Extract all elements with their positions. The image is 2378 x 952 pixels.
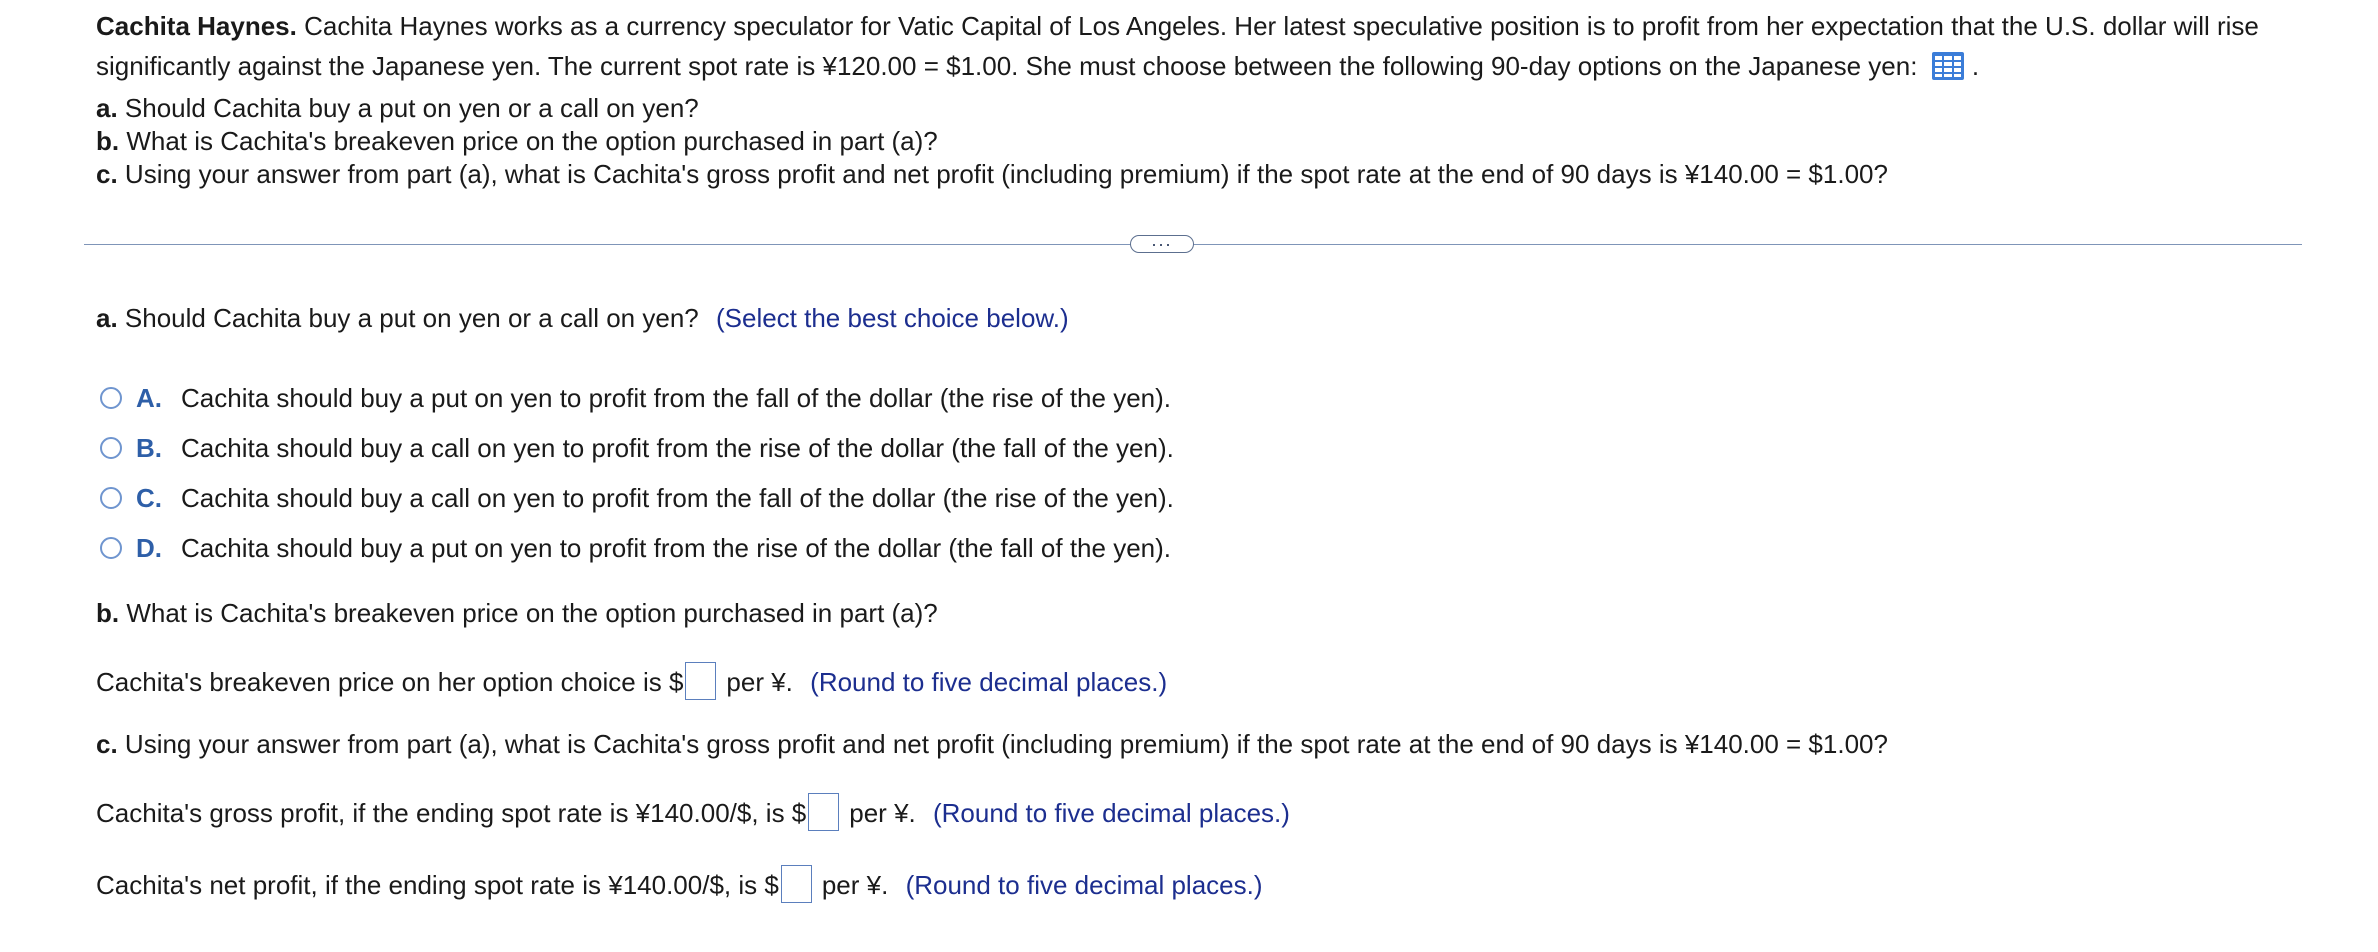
question-c-text: Using your answer from part (a), what is Cachita's gross profit and net profit (including premium) if the spot rate at the end of 90 days is ¥140.00 = $1.00?	[124, 729, 1888, 759]
breakeven-answer-line	[96, 662, 1167, 700]
breakeven-hint: (Round to five decimal places.)	[810, 667, 1168, 697]
problem-title: Cachita Haynes.	[96, 11, 297, 41]
table-grid-icon[interactable]	[1931, 51, 1965, 81]
intro-period: .	[1971, 51, 1980, 81]
breakeven-input[interactable]	[685, 662, 716, 700]
question-b-text: What is Cachita's breakeven price on the option purchased in part (a)?	[126, 598, 938, 628]
net-profit-suffix: per ¥.	[821, 870, 889, 900]
choice-c[interactable]	[100, 481, 1174, 515]
net-profit-prefix: Cachita's net profit, if the ending spot rate is ¥140.00/$, is $	[96, 870, 779, 900]
radio-button-a[interactable]	[100, 387, 122, 409]
part-a-letter: a.	[96, 93, 118, 123]
question-a-letter: a.	[96, 303, 118, 333]
breakeven-prefix: Cachita's breakeven price on her option choice is $	[96, 667, 684, 697]
choice-a[interactable]	[100, 381, 1171, 415]
question-a	[96, 303, 1069, 334]
part-b-letter: b.	[96, 126, 120, 156]
radio-button-c[interactable]	[100, 487, 122, 509]
choice-b[interactable]	[100, 431, 1174, 465]
radio-button-d[interactable]	[100, 537, 122, 559]
question-c-letter: c.	[96, 729, 118, 759]
net-profit-line	[96, 865, 1263, 903]
gross-profit-suffix: per ¥.	[849, 798, 916, 828]
question-c	[96, 729, 1888, 760]
choice-a-text: Cachita should buy a put on yen to profit from the fall of the dollar (the rise of the yen).	[181, 382, 1171, 413]
choice-d-text: Cachita should buy a put on yen to profit from the rise of the dollar (the fall of the yen).	[181, 532, 1171, 563]
net-profit-hint: (Round to five decimal places.)	[905, 870, 1263, 900]
choice-b-letter: B.	[136, 432, 162, 463]
part-a	[96, 92, 1888, 125]
question-a-text: Should Cachita buy a put on yen or a call on yen?	[124, 303, 699, 333]
question-a-hint: (Select the best choice below.)	[715, 303, 1069, 333]
part-a-text: Should Cachita buy a put on yen or a call on yen?	[124, 93, 699, 123]
choice-c-letter: C.	[136, 482, 162, 513]
net-profit-input[interactable]	[781, 865, 812, 903]
part-b	[96, 125, 1888, 158]
choice-d-letter: D.	[136, 532, 162, 563]
parts-list	[96, 92, 1888, 191]
gross-profit-line	[96, 793, 1290, 831]
part-b-text: What is Cachita's breakeven price on the option purchased in part (a)?	[126, 126, 938, 156]
question-b	[96, 598, 938, 629]
choice-a-letter: A.	[136, 382, 162, 413]
radio-button-b[interactable]	[100, 437, 122, 459]
gross-profit-input[interactable]	[808, 793, 839, 831]
choice-b-text: Cachita should buy a call on yen to profit from the rise of the dollar (the fall of the yen).	[181, 432, 1174, 463]
question-b-letter: b.	[96, 598, 120, 628]
part-c	[96, 158, 1888, 191]
part-c-text: Using your answer from part (a), what is Cachita's gross profit and net profit (including premium) if the spot rate at the end of 90 days is ¥140.00 = $1.00?	[124, 159, 1888, 189]
choice-d[interactable]	[100, 531, 1171, 565]
gross-profit-prefix: Cachita's gross profit, if the ending spot rate is ¥140.00/$, is $	[96, 798, 807, 828]
choice-c-text: Cachita should buy a call on yen to profit from the fall of the dollar (the rise of the yen).	[181, 482, 1174, 513]
ellipsis-icon[interactable]: ...	[1130, 235, 1194, 253]
breakeven-suffix: per ¥.	[726, 667, 793, 697]
problem-text: Cachita Haynes works as a currency speculator for Vatic Capital of Los Angeles. Her latest speculative position is to profit from her expectation that the U.S. dollar will rise significantly against the Japanese yen. The current spot rate is ¥120.00 = $1.00. She must choose between the following 90-day options on the Japanese yen:	[96, 11, 2259, 81]
problem-intro	[96, 6, 2326, 86]
part-c-letter: c.	[96, 159, 118, 189]
gross-profit-hint: (Round to five decimal places.)	[933, 798, 1290, 828]
